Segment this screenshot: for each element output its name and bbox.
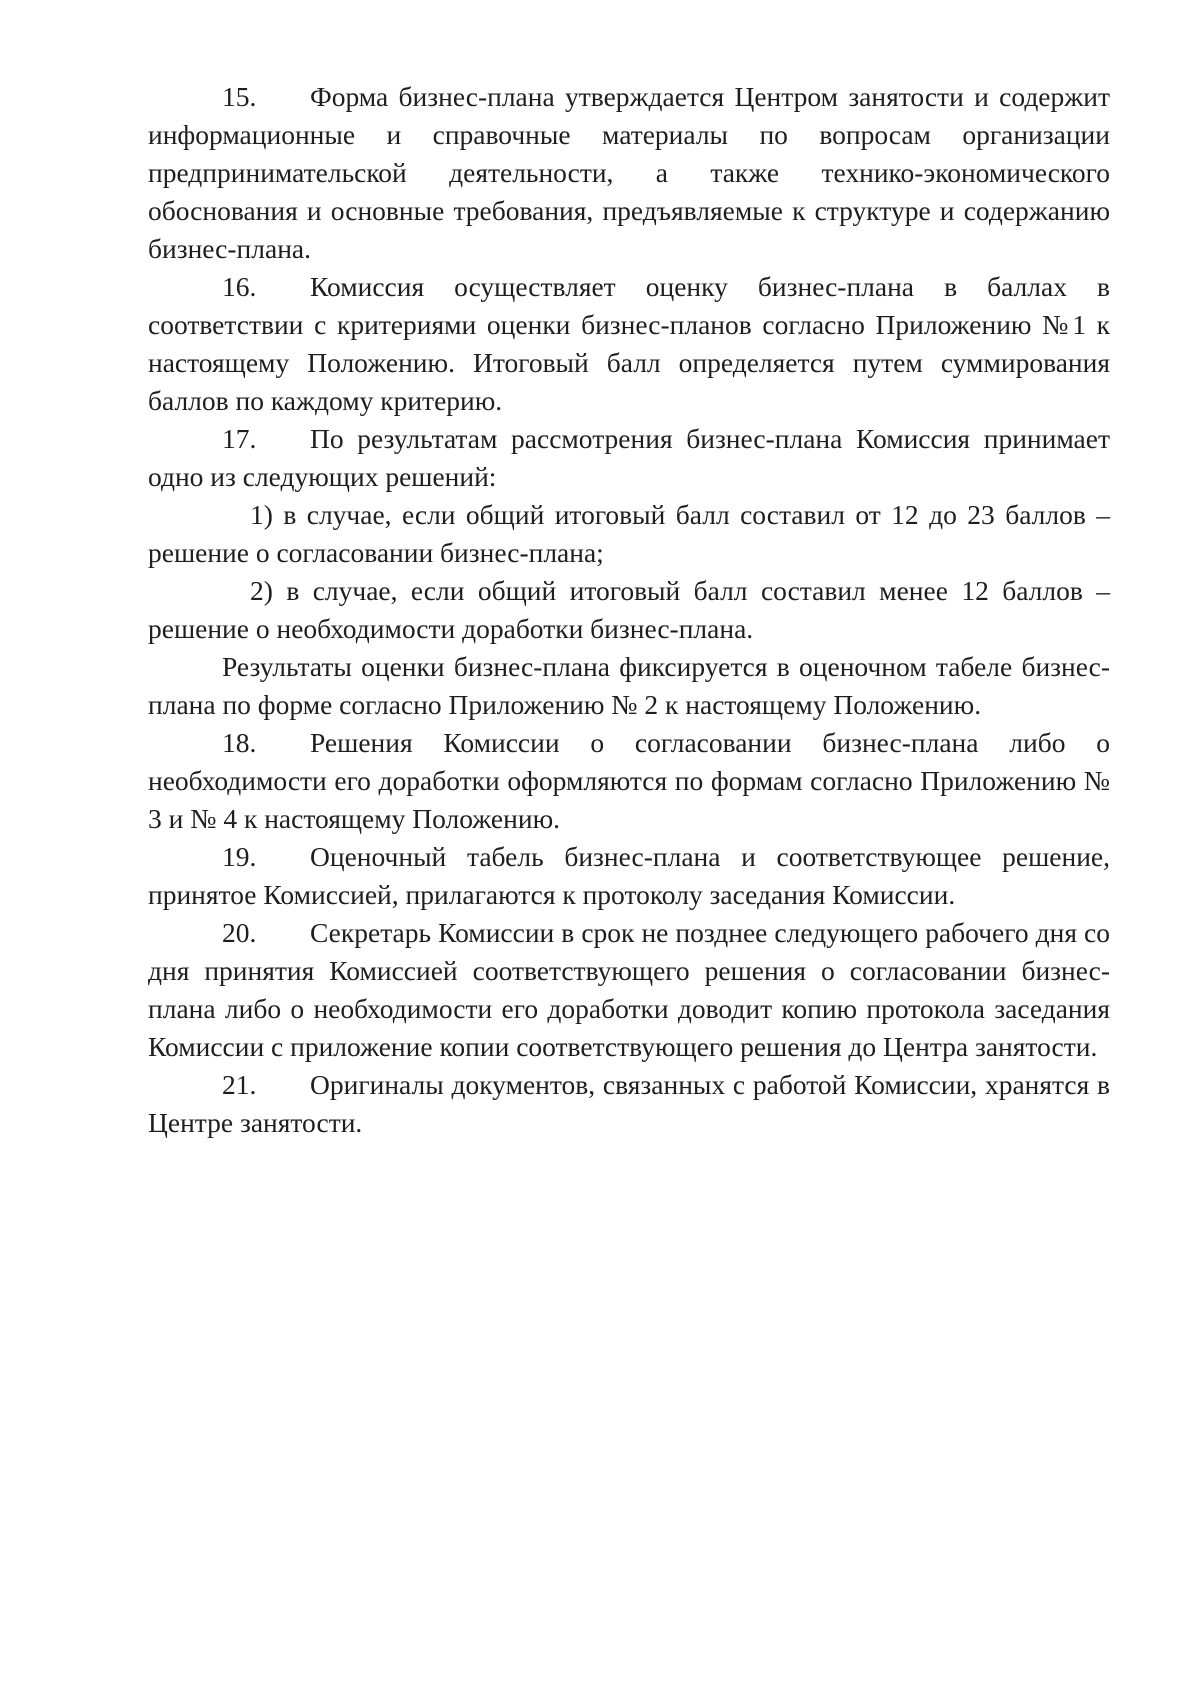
document-page bbox=[148, 78, 1110, 1142]
paragraph-16 bbox=[148, 268, 1110, 420]
paragraph-text: Секретарь Комиссии в срок не позднее следующего рабочего дня со дня принятия Комиссией соответствующего решения о согласовании бизнес-плана либо о необходимости его доработки доводит копию протокола заседания Комиссии с приложение копии соответствующего решения до Центра занятости. bbox=[148, 917, 1110, 1062]
paragraph-17-subitem-2 bbox=[148, 572, 1110, 648]
paragraph-text: Оригиналы документов, связанных с работой Комиссии, хранятся в Центре занятости. bbox=[148, 1069, 1110, 1138]
paragraph-20 bbox=[148, 914, 1110, 1066]
subitem-text: 1) в случае, если общий итоговый балл составил от 12 до 23 баллов – решение о согласовании бизнес-плана; bbox=[148, 499, 1110, 568]
paragraph-19 bbox=[148, 838, 1110, 914]
paragraph-number: 19. bbox=[222, 841, 257, 872]
paragraph-number: 16. bbox=[222, 271, 257, 302]
paragraph-text: Форма бизнес-плана утверждается Центром занятости и содержит информационные и справочные материалы по вопросам организации предпринимательской деятельности, а также технико-экономического обоснования и основные требования, предъявляемые к структуре и содержанию бизнес-плана. bbox=[148, 81, 1110, 264]
paragraph-17 bbox=[148, 420, 1110, 496]
paragraph-15 bbox=[148, 78, 1110, 268]
paragraph-17-subitem-1 bbox=[148, 496, 1110, 572]
paragraph-text: Решения Комиссии о согласовании бизнес-плана либо о необходимости его доработки оформляются по формам согласно Приложению № 3 и № 4 к настоящему Положению. bbox=[148, 727, 1110, 834]
paragraph-21 bbox=[148, 1066, 1110, 1142]
paragraph-text: Результаты оценки бизнес-плана фиксируется в оценочном табеле бизнес-плана по форме согласно Приложению № 2 к настоящему Положению. bbox=[148, 651, 1110, 720]
paragraph-text: Комиссия осуществляет оценку бизнес-плана в баллах в соответствии с критериями оценки бизнес-планов согласно Приложению №1 к настоящему Положению. Итоговый балл определяется путем суммирования баллов по каждому критерию. bbox=[148, 271, 1110, 416]
paragraph-17-results bbox=[148, 648, 1110, 724]
paragraph-18 bbox=[148, 724, 1110, 838]
subitem-text: 2) в случае, если общий итоговый балл составил менее 12 баллов – решение о необходимости доработки бизнес-плана. bbox=[148, 575, 1110, 644]
paragraph-text: Оценочный табель бизнес-плана и соответствующее решение, принятое Комиссией, прилагаются к протоколу заседания Комиссии. bbox=[148, 841, 1110, 910]
paragraph-number: 18. bbox=[222, 727, 257, 758]
paragraph-text: По результатам рассмотрения бизнес-плана Комиссия принимает одно из следующих решений: bbox=[148, 423, 1110, 492]
paragraph-number: 20. bbox=[222, 917, 257, 948]
paragraph-number: 17. bbox=[222, 423, 257, 454]
paragraph-number: 21. bbox=[222, 1069, 257, 1100]
paragraph-number: 15. bbox=[222, 81, 257, 112]
